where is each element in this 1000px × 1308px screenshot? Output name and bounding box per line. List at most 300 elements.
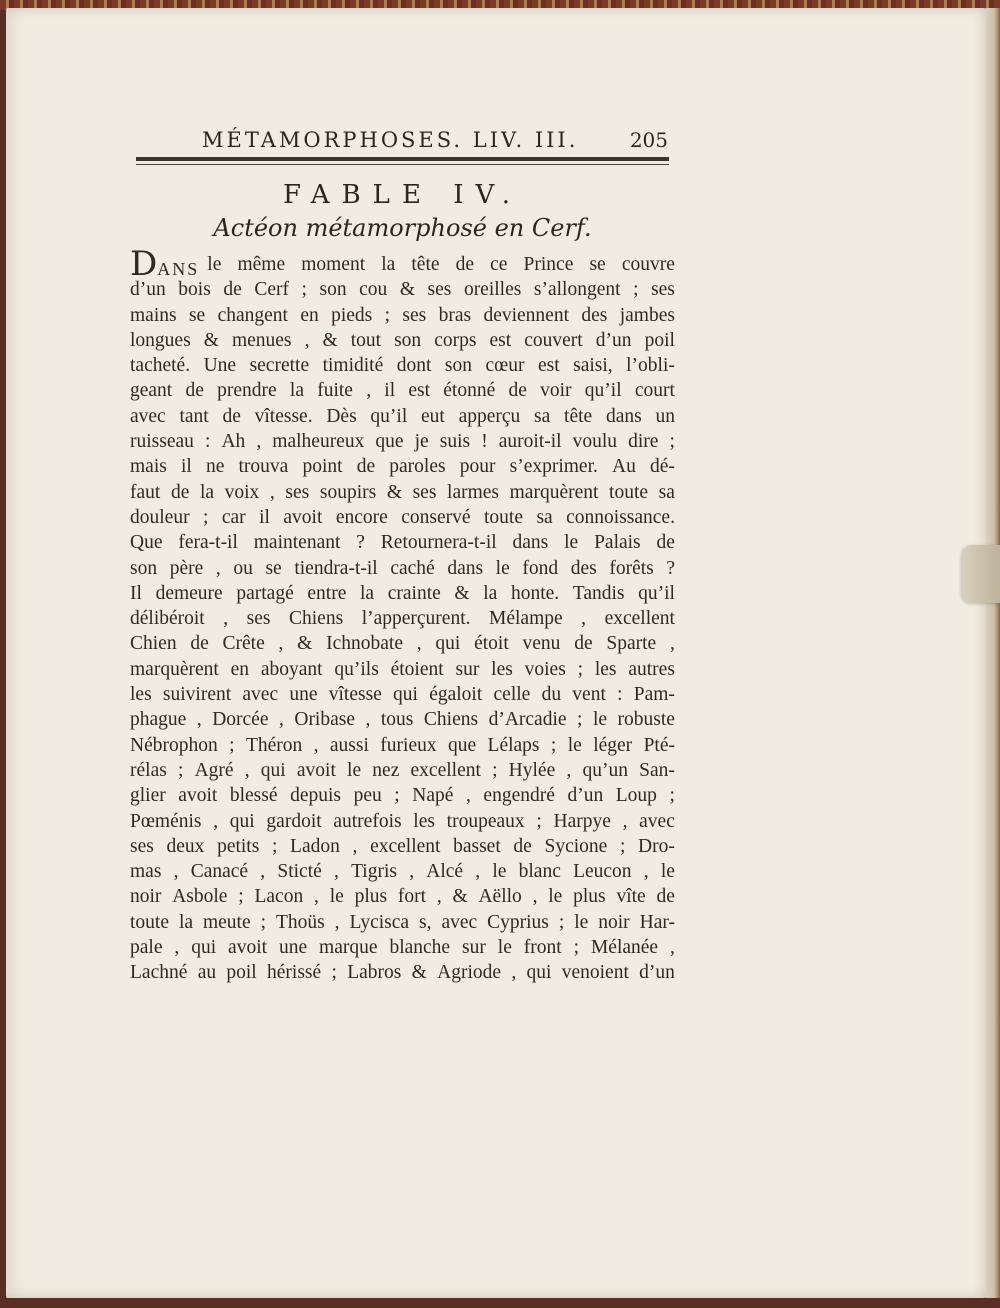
word: Labros (347, 962, 402, 984)
word: même (237, 254, 286, 275)
word: en (230, 658, 250, 680)
word: poil (644, 329, 675, 351)
word: Pté- (643, 734, 675, 756)
word: excellent (370, 835, 441, 857)
word: le (347, 759, 362, 781)
word: Agriode (437, 962, 502, 984)
word: de (513, 835, 532, 857)
word: Palais (594, 532, 641, 554)
running-head-title: MÉTAMORPHOSES. LIV. III. (202, 128, 579, 152)
word: ses (246, 608, 271, 630)
word: couvre (621, 254, 675, 275)
word: qu’il (370, 405, 408, 427)
word: s’exprimer. (509, 456, 598, 478)
word: Lachné (130, 962, 188, 984)
word: marquèrent (509, 481, 599, 503)
word: dans (512, 532, 549, 554)
word: menues (231, 329, 292, 351)
word: son (444, 355, 472, 377)
word: apperçu (458, 405, 521, 427)
word: gardoit (266, 810, 322, 832)
word: phague (130, 709, 187, 731)
word: bois (178, 279, 211, 301)
word: d’un (130, 279, 166, 301)
body-line (130, 404, 675, 429)
word: couvert (524, 329, 583, 351)
word: front (523, 937, 562, 959)
word: Aëllo (478, 886, 522, 908)
word: d’un (639, 962, 675, 984)
word: Prince (523, 254, 574, 275)
word: de (508, 380, 527, 402)
word: ; (669, 431, 675, 453)
word: ses (412, 481, 437, 503)
word: ? (356, 532, 365, 554)
word: de (356, 456, 376, 478)
word: se (265, 557, 282, 579)
word: peu (353, 785, 382, 807)
word: encore (335, 506, 388, 528)
word: toute (130, 911, 169, 933)
word: Nébrophon (130, 734, 218, 756)
word: , (304, 329, 310, 351)
word: que (375, 431, 404, 453)
word: il (384, 380, 396, 402)
body-line (130, 581, 675, 606)
word: vîte (616, 886, 646, 908)
word: avoit (283, 506, 323, 528)
body-line (130, 244, 675, 284)
word: sa (536, 506, 553, 528)
word: blessé (229, 785, 278, 807)
word: voir (540, 380, 572, 402)
word: est (537, 355, 560, 377)
body-line (130, 353, 675, 378)
word: toute (484, 506, 523, 528)
word: vîtesse (328, 684, 382, 706)
word: , (352, 835, 358, 857)
word: père (169, 557, 204, 579)
word: ses (651, 279, 675, 301)
word: qu’il (638, 582, 675, 604)
word: son (394, 329, 422, 351)
word: Loup (615, 785, 657, 807)
word: de (223, 279, 242, 301)
word: Lélaps (487, 734, 540, 756)
word: qui (229, 810, 255, 832)
word: de (222, 405, 241, 427)
word: un (655, 405, 675, 427)
word: Ladon (290, 835, 340, 857)
word: qui (393, 684, 418, 706)
word: plus (573, 886, 606, 908)
body-line (130, 530, 675, 555)
word: Hylée (508, 759, 556, 781)
word: , (313, 734, 319, 756)
word: geant (130, 380, 173, 402)
body-line (130, 859, 675, 884)
word: blanche (389, 937, 451, 959)
word: Dro- (638, 835, 675, 857)
word: , (314, 886, 319, 908)
word: court (634, 380, 675, 402)
word: avec (242, 684, 279, 706)
word: douleur (130, 506, 190, 528)
word: voies (524, 658, 566, 680)
word: pour (459, 456, 496, 478)
body-line (130, 682, 675, 707)
word: malheureux (272, 431, 365, 453)
word: le (495, 557, 510, 579)
word: furieux (380, 734, 437, 756)
word: , (260, 861, 266, 883)
word: hérissé (267, 962, 322, 984)
word: s, (419, 911, 432, 933)
word: dans (447, 557, 484, 579)
word: ses (402, 304, 427, 326)
word: Tigris (351, 861, 397, 883)
word: l’obli- (626, 355, 675, 377)
word: Sticté (277, 861, 322, 883)
small-caps-word: ANS (157, 259, 200, 279)
word: Mélampe (489, 608, 563, 630)
word: prendre (217, 380, 277, 402)
word: autrefois (333, 810, 402, 832)
word: ; (331, 962, 337, 984)
body-lines (130, 277, 675, 985)
word: Oribase (294, 709, 356, 731)
word: ; (536, 810, 542, 832)
word: sa (658, 481, 675, 503)
word: Dorcée (212, 709, 269, 731)
word: étoit (474, 633, 509, 655)
word: voulu (572, 431, 618, 453)
word: qu’ils (334, 658, 379, 680)
word: San- (639, 759, 675, 781)
word: Canacé (190, 861, 249, 883)
word: deux (166, 835, 205, 857)
word: noir (130, 886, 162, 908)
word: engendré (483, 785, 555, 807)
word: le (660, 861, 675, 883)
word: glier (130, 785, 166, 807)
word: ses (285, 481, 310, 503)
word: , (532, 886, 538, 908)
word: Alcé (426, 861, 464, 883)
word: , (511, 962, 517, 984)
word: de (574, 633, 593, 655)
word: tous (380, 709, 414, 731)
word: forêts (609, 557, 654, 579)
word: , (269, 481, 275, 503)
word: la (289, 380, 304, 402)
word: cœur (485, 355, 525, 377)
body-text (130, 244, 675, 986)
word: sur (455, 658, 480, 680)
word: ; (577, 658, 584, 680)
word: honte. (510, 582, 560, 604)
word: ; (550, 734, 557, 756)
word: changent (217, 304, 288, 326)
body-line (130, 454, 675, 479)
word: étoient (390, 658, 444, 680)
word: le (567, 734, 582, 756)
word: une (289, 684, 318, 706)
body-line-text (207, 252, 675, 277)
word: la (178, 911, 194, 933)
word: toute (609, 481, 649, 503)
body-line (130, 429, 675, 454)
word: aussi (329, 734, 369, 756)
word: , (223, 608, 229, 630)
word: , (670, 937, 675, 959)
word: délibéroit (130, 608, 205, 630)
word: avec (130, 405, 166, 427)
body-line (130, 783, 675, 808)
word: rélas (130, 759, 167, 781)
word: pieds (331, 304, 373, 326)
word: , (566, 759, 572, 781)
word: point (302, 456, 343, 478)
word: les (130, 684, 152, 706)
word: ; (229, 734, 235, 756)
body-line (130, 606, 675, 631)
word: , (334, 911, 340, 933)
word: oreilles (463, 279, 522, 301)
word: ; (177, 759, 184, 781)
word: le (329, 886, 344, 908)
word: qui (260, 759, 286, 781)
word: autres (628, 658, 675, 680)
word: ; (238, 886, 244, 908)
word: Dès (326, 405, 357, 427)
word: poil (226, 962, 257, 984)
body-line (130, 733, 675, 758)
word: : (617, 684, 623, 706)
drop-cap: D (130, 244, 158, 284)
word: le (592, 709, 608, 731)
word: sur (462, 937, 486, 959)
word: de (190, 633, 209, 655)
word: , (244, 759, 250, 781)
word: eut (421, 405, 445, 427)
running-head (136, 124, 670, 160)
word: , (475, 861, 481, 883)
word: depuis (290, 785, 341, 807)
word: Crête (222, 633, 265, 655)
word: Napé (412, 785, 454, 807)
word: , (416, 633, 422, 655)
word: fuite (317, 380, 353, 402)
word: larmes (447, 481, 500, 503)
word: nez (372, 759, 400, 781)
word: mains (130, 304, 177, 326)
word: son (130, 557, 158, 579)
word: suis (439, 431, 471, 453)
word: les (491, 658, 513, 680)
word: connoissance. (566, 506, 675, 528)
fable-subtitle: Actéon métamorphosé en Cerf. (213, 214, 592, 242)
word: avec (639, 810, 675, 832)
word: de (656, 886, 675, 908)
word: tête (411, 254, 440, 275)
word: dans (605, 405, 642, 427)
header-rule-thick (136, 157, 669, 161)
word: la (483, 582, 498, 604)
word: tout (350, 329, 382, 351)
word: meute (202, 911, 251, 933)
word: le (497, 937, 512, 959)
word: blanc (518, 861, 561, 883)
word: que (448, 734, 477, 756)
word: , (622, 810, 628, 832)
word: , (256, 431, 262, 453)
word: marque (319, 937, 378, 959)
word: caché (390, 557, 435, 579)
word: voix (224, 481, 260, 503)
word: d’un (567, 785, 604, 807)
body-line (130, 960, 675, 985)
word: se (188, 304, 206, 326)
word: ; (384, 304, 391, 326)
word: trouva (238, 456, 289, 478)
word: partagé (236, 582, 294, 604)
word: dé- (650, 456, 675, 478)
word: robuste (617, 709, 675, 731)
word: étonné (443, 380, 496, 402)
word: auroit-il (498, 431, 562, 453)
word: , (409, 861, 415, 883)
word: ? (666, 557, 675, 579)
word: se (589, 254, 606, 275)
word: ; (669, 785, 675, 807)
header-rule-thin (136, 164, 669, 165)
word: car (221, 506, 246, 528)
word: Ah (221, 431, 246, 453)
body-line (130, 303, 675, 328)
word: cou (359, 279, 388, 301)
word: , (173, 861, 179, 883)
word: de (455, 254, 475, 275)
word: longues (130, 329, 191, 351)
word: venoient (561, 962, 629, 984)
word: la (381, 254, 396, 275)
word: , (465, 785, 471, 807)
word: Agré (194, 759, 234, 781)
word: crainte (387, 582, 441, 604)
body-line (130, 631, 675, 656)
word: ; (394, 785, 400, 807)
body-line (130, 834, 675, 859)
word: & (454, 582, 470, 604)
word: sa (534, 405, 551, 427)
word: qu’un (582, 759, 628, 781)
body-line (130, 277, 675, 302)
word: bras (438, 304, 472, 326)
word: Pœménis (130, 810, 202, 832)
fable-title: FABLE IV. (283, 180, 522, 210)
word: une (278, 937, 308, 959)
body-line (130, 328, 675, 353)
word: Cyprius (487, 911, 549, 933)
word: ; (573, 937, 580, 959)
word: les (594, 658, 617, 680)
word: en (300, 304, 319, 326)
word: moment (301, 254, 366, 275)
word: est (489, 329, 512, 351)
word: qui (191, 937, 217, 959)
word: & (452, 886, 468, 908)
word: , (215, 557, 221, 579)
word: Cerf (254, 279, 289, 301)
word: des (581, 304, 608, 326)
word: Chiens (423, 709, 479, 731)
body-line (130, 505, 675, 530)
word: qui (526, 962, 552, 984)
word: au (197, 962, 217, 984)
word: venu (522, 633, 561, 655)
word: ses (130, 835, 154, 857)
word: & (411, 962, 427, 984)
body-line (130, 809, 675, 834)
page-number: 205 (629, 128, 668, 152)
word: la (199, 481, 215, 503)
word: petits (217, 835, 260, 857)
word: mais (130, 456, 167, 478)
word: mas (130, 861, 162, 883)
page-edge-shadow (986, 8, 1000, 1298)
word: Théron (245, 734, 303, 756)
word: plus (354, 886, 388, 908)
word: , (334, 861, 339, 883)
word: Retournera-t-il (380, 532, 497, 554)
word: Lycisca (349, 911, 410, 933)
word: demeure (155, 582, 223, 604)
word: le (574, 911, 589, 933)
word: le (207, 254, 222, 275)
word: Lacon (254, 886, 304, 908)
word: est (408, 380, 431, 402)
word: celle (493, 684, 531, 706)
word: ; (633, 279, 639, 301)
body-line (130, 935, 675, 960)
word: je (414, 431, 429, 453)
word: Au (612, 456, 636, 478)
word: aboyant (260, 658, 323, 680)
word: excellent (410, 759, 481, 781)
word: Ichnobate (326, 633, 403, 655)
word: Mélanée (590, 937, 659, 959)
word: pale (130, 937, 163, 959)
word: , (196, 709, 202, 731)
word: Asbole (172, 886, 228, 908)
word: , (278, 633, 284, 655)
word: , (643, 861, 649, 883)
word: faut (130, 481, 161, 503)
word: saisi, (573, 355, 613, 377)
body-line (130, 884, 675, 909)
word: Sycione (544, 835, 608, 857)
word: s’allongent (533, 279, 621, 301)
word: ! (481, 431, 488, 453)
word: des (570, 557, 597, 579)
word: Chien (130, 633, 177, 655)
word: secrette (249, 355, 310, 377)
word: Que (130, 532, 163, 554)
word: avoit (296, 759, 336, 781)
word: dont (396, 355, 432, 377)
word: ; (577, 709, 583, 731)
